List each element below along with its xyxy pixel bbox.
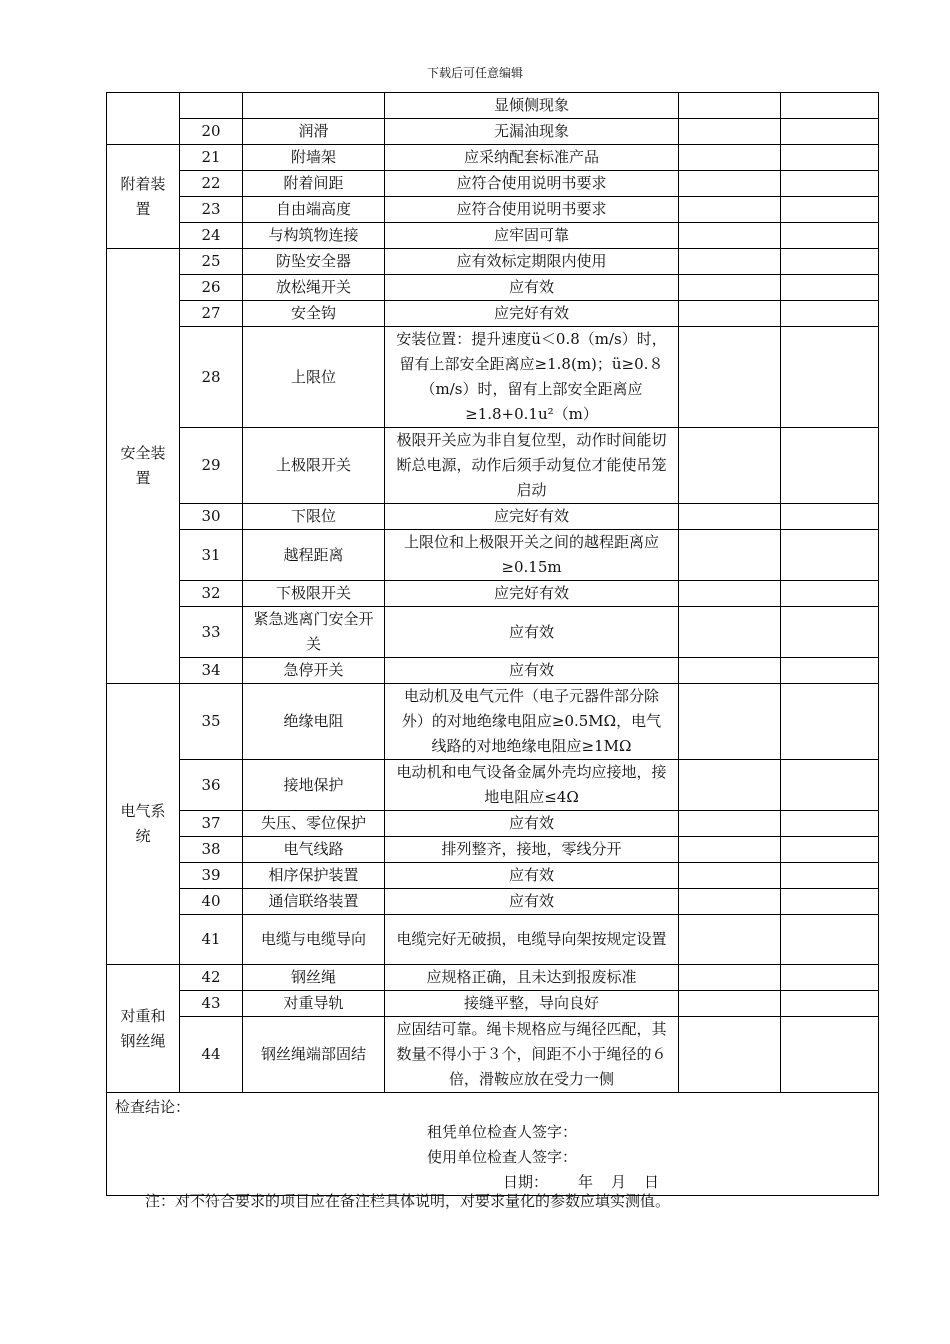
table-row xyxy=(107,171,879,197)
remark-cell[interactable] xyxy=(781,889,879,915)
row-number: 30 xyxy=(180,504,243,530)
result-cell[interactable] xyxy=(679,607,781,658)
footnote: 注：对不符合要求的项目应在备注栏具体说明，对要求量化的参数应填实测值。 xyxy=(145,1192,671,1210)
table-row xyxy=(107,428,879,504)
result-cell[interactable] xyxy=(679,863,781,889)
group-electric: 电气系统 xyxy=(107,684,180,965)
group-cell-continued xyxy=(107,93,180,145)
date-year: 年 xyxy=(578,1173,594,1191)
result-cell[interactable] xyxy=(679,197,781,223)
row-number: 29 xyxy=(180,428,243,504)
row-requirement: 应有效标定期限内使用 xyxy=(385,249,679,275)
row-number: 33 xyxy=(180,607,243,658)
result-cell[interactable] xyxy=(679,915,781,965)
row-requirement: 应有效 xyxy=(385,811,679,837)
row-item: 越程距离 xyxy=(243,530,385,581)
remark-cell[interactable] xyxy=(781,760,879,811)
row-number: 27 xyxy=(180,301,243,327)
result-cell[interactable] xyxy=(679,504,781,530)
row-number: 39 xyxy=(180,863,243,889)
table-row xyxy=(107,965,879,991)
table-row xyxy=(107,889,879,915)
table-row xyxy=(107,1017,879,1093)
row-requirement: 应有效 xyxy=(385,658,679,684)
row-requirement: 应有效 xyxy=(385,889,679,915)
remark-cell[interactable] xyxy=(781,915,879,965)
remark-cell[interactable] xyxy=(781,223,879,249)
row-item: 绝缘电阻 xyxy=(243,684,385,760)
result-cell[interactable] xyxy=(679,428,781,504)
table-row xyxy=(107,93,879,119)
remark-cell[interactable] xyxy=(781,684,879,760)
result-cell[interactable] xyxy=(679,811,781,837)
remark-cell[interactable] xyxy=(781,327,879,428)
row-requirement: 应符合使用说明书要求 xyxy=(385,171,679,197)
row-item: 对重导轨 xyxy=(243,991,385,1017)
row-number: 34 xyxy=(180,658,243,684)
row-requirement: 显倾侧现象 xyxy=(385,93,679,119)
group-counterweight: 对重和钢丝绳 xyxy=(107,965,180,1093)
result-cell[interactable] xyxy=(679,249,781,275)
row-item: 附墙架 xyxy=(243,145,385,171)
row-item: 通信联络装置 xyxy=(243,889,385,915)
remark-cell[interactable] xyxy=(781,965,879,991)
remark-cell[interactable] xyxy=(781,275,879,301)
row-item: 安全钩 xyxy=(243,301,385,327)
remark-cell[interactable] xyxy=(781,837,879,863)
result-cell[interactable] xyxy=(679,327,781,428)
date-month: 月 xyxy=(611,1173,627,1191)
row-number: 26 xyxy=(180,275,243,301)
remark-cell[interactable] xyxy=(781,119,879,145)
row-requirement: 应采纳配套标准产品 xyxy=(385,145,679,171)
row-item: 下限位 xyxy=(243,504,385,530)
conclusion-row xyxy=(107,1093,879,1196)
user-signature-label: 使用单位检查人签字： xyxy=(427,1148,578,1166)
row-requirement: 排列整齐，接地，零线分开 xyxy=(385,837,679,863)
result-cell[interactable] xyxy=(679,658,781,684)
table-row xyxy=(107,581,879,607)
remark-cell[interactable] xyxy=(781,658,879,684)
row-item: 附着间距 xyxy=(243,171,385,197)
table-row xyxy=(107,301,879,327)
remark-cell[interactable] xyxy=(781,428,879,504)
date-label: 日期： xyxy=(503,1173,549,1191)
row-number: 24 xyxy=(180,223,243,249)
row-requirement: 上限位和上极限开关之间的越程距离应≥0.15m xyxy=(385,530,679,581)
inspection-table xyxy=(106,92,879,1196)
row-number: 38 xyxy=(180,837,243,863)
row-number: 35 xyxy=(180,684,243,760)
row-number: 28 xyxy=(180,327,243,428)
result-cell[interactable] xyxy=(679,965,781,991)
row-item: 电缆与电缆导向 xyxy=(243,915,385,965)
row-number: 36 xyxy=(180,760,243,811)
row-requirement: 应完好有效 xyxy=(385,301,679,327)
row-number: 42 xyxy=(180,965,243,991)
table-row xyxy=(107,119,879,145)
row-item: 上限位 xyxy=(243,327,385,428)
remark-cell[interactable] xyxy=(781,581,879,607)
row-requirement: 极限开关应为非自复位型，动作时间能切断总电源，动作后须手动复位才能使吊笼启动 xyxy=(385,428,679,504)
row-number: 20 xyxy=(180,119,243,145)
result-cell[interactable] xyxy=(679,1017,781,1093)
table-row xyxy=(107,607,879,658)
remark-cell[interactable] xyxy=(781,93,879,119)
row-number: 32 xyxy=(180,581,243,607)
row-number: 44 xyxy=(180,1017,243,1093)
conclusion-title: 检查结论： xyxy=(115,1098,191,1116)
row-item: 放松绳开关 xyxy=(243,275,385,301)
row-number: 25 xyxy=(180,249,243,275)
table-row xyxy=(107,915,879,965)
row-number: 41 xyxy=(180,915,243,965)
remark-cell[interactable] xyxy=(781,249,879,275)
table-row xyxy=(107,760,879,811)
row-number: 22 xyxy=(180,171,243,197)
row-item: 自由端高度 xyxy=(243,197,385,223)
result-cell[interactable] xyxy=(679,145,781,171)
row-item: 润滑 xyxy=(243,119,385,145)
row-requirement: 应有效 xyxy=(385,607,679,658)
page-header: 下载后可任意编辑 xyxy=(426,66,523,80)
remark-cell[interactable] xyxy=(781,991,879,1017)
row-requirement: 电动机和电气设备金属外壳均应接地，接地电阻应≤4Ω xyxy=(385,760,679,811)
row-requirement: 应固结可靠。绳卡规格应与绳径匹配，其数量不得小于３个，间距不小于绳径的６倍，滑鞍应放在受力一侧 xyxy=(385,1017,679,1093)
result-cell[interactable] xyxy=(679,223,781,249)
remark-cell[interactable] xyxy=(781,530,879,581)
result-cell[interactable] xyxy=(679,93,781,119)
table-row xyxy=(107,837,879,863)
row-requirement: 应有效 xyxy=(385,275,679,301)
remark-cell[interactable] xyxy=(781,607,879,658)
row-requirement: 安装位置：提升速度ü＜0.8（m/s）时，留有上部安全距离应≥1.8(m)；ü≥0.８（m/s）时，留有上部安全距离应≥1.8+0.1u²（m） xyxy=(385,327,679,428)
row-number: 21 xyxy=(180,145,243,171)
result-cell[interactable] xyxy=(679,837,781,863)
row-requirement: 应符合使用说明书要求 xyxy=(385,197,679,223)
result-cell[interactable] xyxy=(679,581,781,607)
row-item: 钢丝绳 xyxy=(243,965,385,991)
row-item: 电气线路 xyxy=(243,837,385,863)
remark-cell[interactable] xyxy=(781,301,879,327)
row-item: 钢丝绳端部固结 xyxy=(243,1017,385,1093)
row-requirement: 应规格正确，且未达到报废标准 xyxy=(385,965,679,991)
row-number: 37 xyxy=(180,811,243,837)
row-requirement: 电缆完好无破损，电缆导向架按规定设置 xyxy=(385,915,679,965)
row-number xyxy=(180,93,243,119)
remark-cell[interactable] xyxy=(781,145,879,171)
row-item: 下极限开关 xyxy=(243,581,385,607)
table-row xyxy=(107,684,879,760)
table-row xyxy=(107,991,879,1017)
result-cell[interactable] xyxy=(679,760,781,811)
remark-cell[interactable] xyxy=(781,811,879,837)
lessor-signature-label: 租凭单位检查人签字： xyxy=(427,1123,578,1141)
result-cell[interactable] xyxy=(679,119,781,145)
row-item xyxy=(243,93,385,119)
row-requirement: 应完好有效 xyxy=(385,581,679,607)
row-requirement: 无漏油现象 xyxy=(385,119,679,145)
row-requirement: 应有效 xyxy=(385,863,679,889)
result-cell[interactable] xyxy=(679,301,781,327)
row-item: 防坠安全器 xyxy=(243,249,385,275)
table-row xyxy=(107,223,879,249)
row-number: 40 xyxy=(180,889,243,915)
table-row xyxy=(107,327,879,428)
row-item: 紧急逃离门安全开关 xyxy=(243,607,385,658)
result-cell[interactable] xyxy=(679,530,781,581)
table-row xyxy=(107,249,879,275)
group-attach: 附着装置 xyxy=(107,145,180,249)
table-row xyxy=(107,811,879,837)
table-row xyxy=(107,863,879,889)
table-row xyxy=(107,275,879,301)
result-cell[interactable] xyxy=(679,684,781,760)
remark-cell[interactable] xyxy=(781,197,879,223)
table-row xyxy=(107,658,879,684)
result-cell[interactable] xyxy=(679,171,781,197)
table-row xyxy=(107,197,879,223)
remark-cell[interactable] xyxy=(781,171,879,197)
table-row xyxy=(107,145,879,171)
result-cell[interactable] xyxy=(679,275,781,301)
result-cell[interactable] xyxy=(679,991,781,1017)
table-row xyxy=(107,504,879,530)
row-item: 急停开关 xyxy=(243,658,385,684)
remark-cell[interactable] xyxy=(781,1017,879,1093)
row-number: 31 xyxy=(180,530,243,581)
group-safety: 安全装置 xyxy=(107,249,180,684)
row-number: 23 xyxy=(180,197,243,223)
date-day: 日 xyxy=(644,1173,660,1191)
row-requirement: 应完好有效 xyxy=(385,504,679,530)
row-requirement: 电动机及电气元件（电子元器件部分除外）的对地绝缘电阻应≥0.5MΩ，电气线路的对地绝缘电阻应≥1MΩ xyxy=(385,684,679,760)
result-cell[interactable] xyxy=(679,889,781,915)
table-row xyxy=(107,530,879,581)
row-number: 43 xyxy=(180,991,243,1017)
row-item: 相序保护装置 xyxy=(243,863,385,889)
row-requirement: 应牢固可靠 xyxy=(385,223,679,249)
row-requirement: 接缝平整，导向良好 xyxy=(385,991,679,1017)
conclusion-cell[interactable] xyxy=(107,1093,879,1196)
remark-cell[interactable] xyxy=(781,863,879,889)
remark-cell[interactable] xyxy=(781,504,879,530)
row-item: 上极限开关 xyxy=(243,428,385,504)
row-item: 与构筑物连接 xyxy=(243,223,385,249)
row-item: 失压、零位保护 xyxy=(243,811,385,837)
row-item: 接地保护 xyxy=(243,760,385,811)
